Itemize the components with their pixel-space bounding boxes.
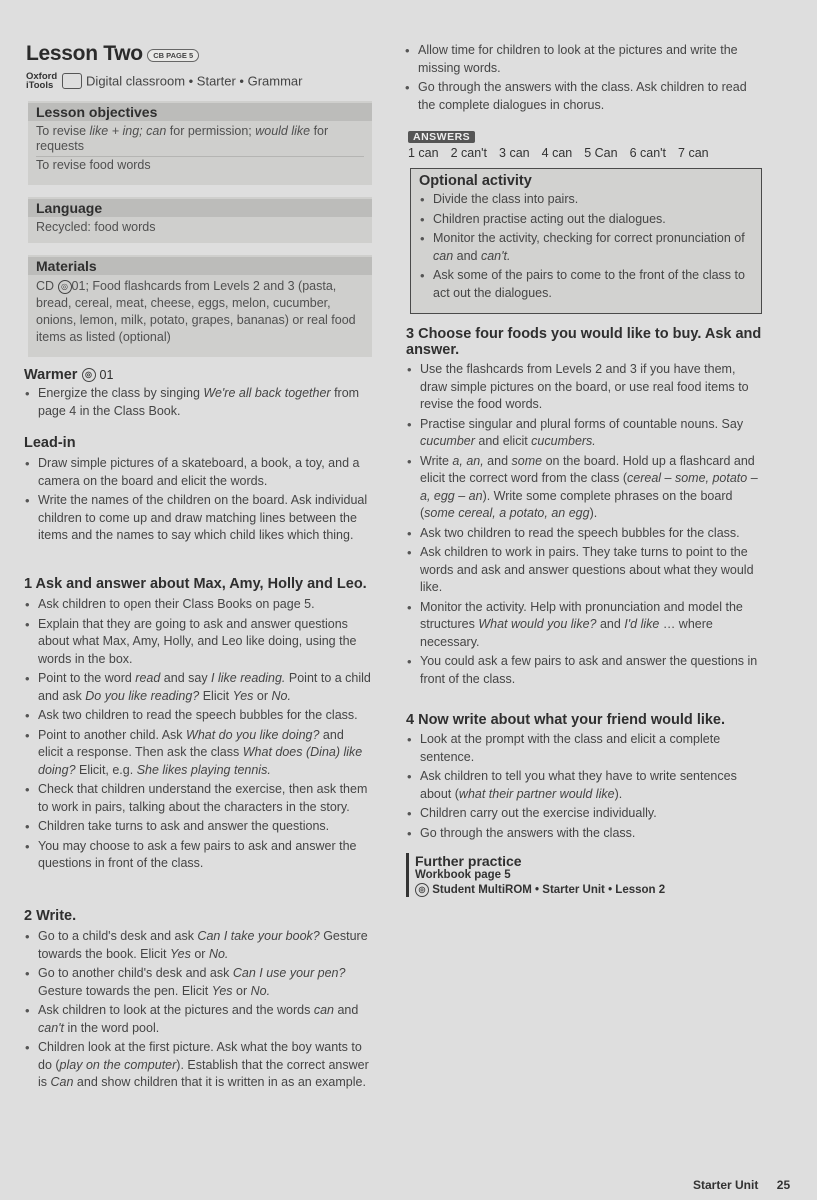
language-heading: Language bbox=[28, 199, 372, 217]
text: What do you like doing? bbox=[186, 727, 320, 742]
text: Elicit bbox=[199, 688, 233, 703]
text: Energize the class by singing bbox=[38, 386, 204, 400]
text: Gesture towards the book. Elicit bbox=[38, 929, 368, 961]
list-item: • Children take turns to ask and answer the questions. bbox=[24, 818, 372, 836]
cd-icon: ◎ bbox=[82, 368, 96, 382]
text: Do you like reading? bbox=[85, 688, 200, 703]
leadin-heading: Lead-in bbox=[24, 435, 76, 451]
warmer-track: 01 bbox=[99, 368, 114, 382]
list-item: • Go through the answers with the class. Ask children to read the complete dialogues in chorus. bbox=[404, 79, 760, 114]
objectives-line-2: To revise food words bbox=[36, 158, 151, 172]
footer-unit: Starter Unit bbox=[693, 1178, 759, 1192]
list-item: • Write the names of the children on the board. Ask individual children to come up and draw matching lines between the items and the names to say which child likes which thing. bbox=[24, 492, 372, 545]
list-item bbox=[24, 727, 372, 780]
list-item bbox=[406, 599, 762, 652]
text: Elicit, e.g. bbox=[75, 762, 137, 777]
multirom-text: Student MultiROM • Starter Unit • Lesson 2 bbox=[432, 884, 666, 897]
text: and bbox=[596, 617, 625, 631]
further-heading: Further practice bbox=[415, 853, 522, 869]
text: play on the computer bbox=[59, 1057, 177, 1072]
exercise-2-heading: 2 Write. bbox=[24, 908, 77, 924]
list-item bbox=[24, 1039, 372, 1092]
objectives-heading: Lesson objectives bbox=[28, 103, 372, 121]
text: for permission; bbox=[166, 124, 256, 138]
text: or bbox=[190, 946, 209, 961]
text: Yes bbox=[232, 688, 254, 703]
text: ). Write some complete phrases on the board ( bbox=[420, 488, 733, 520]
language-line-1: Recycled: food words bbox=[36, 220, 156, 234]
text: cucumber bbox=[420, 434, 475, 448]
answers-block bbox=[408, 127, 764, 160]
text: Write bbox=[420, 453, 453, 468]
list-item: • Ask two children to read the speech bubbles for the class. bbox=[24, 707, 372, 725]
list-item: • Ask some of the pairs to come to the front of the class to act out the dialogues. bbox=[419, 267, 753, 302]
text: and elicit a response. Then ask the class bbox=[38, 727, 344, 759]
list-item bbox=[24, 928, 372, 963]
text: She likes playing tennis. bbox=[136, 762, 271, 777]
exercise-2-section bbox=[24, 908, 372, 1094]
text: Children look at the first picture. Ask what the boy wants to do ( bbox=[38, 1040, 362, 1072]
text: Go to another child's desk and ask bbox=[38, 966, 233, 980]
multirom-line bbox=[415, 883, 715, 897]
list-item: • Draw simple pictures of a skateboard, a book, a toy, and a camera on the board and elicit the words. bbox=[24, 455, 372, 490]
text: and show children that it is written in as an example. bbox=[73, 1075, 366, 1089]
text: Monitor the activity, checking for correct pronunciation of bbox=[433, 231, 745, 245]
list-item: • Allow time for children to look at the pictures and write the missing words. bbox=[404, 42, 760, 77]
text: Monitor the activity. Help with pronunciation and model the structures bbox=[420, 599, 743, 631]
text: cucumbers. bbox=[531, 434, 596, 448]
text: Ask children to look at the pictures and the words bbox=[38, 1003, 314, 1017]
text: and elicit bbox=[474, 434, 532, 448]
text: No. bbox=[271, 688, 291, 703]
text: ). bbox=[589, 506, 598, 520]
exercise-4-section bbox=[406, 712, 762, 844]
text: No. bbox=[208, 946, 229, 961]
list-item: • Ask children to open their Class Books on page 5. bbox=[24, 596, 372, 614]
text: What does (Dina) like doing? bbox=[38, 745, 363, 777]
text: in the word pool. bbox=[64, 1020, 160, 1035]
text: Yes bbox=[170, 946, 191, 961]
text: some bbox=[511, 453, 543, 468]
list-item: • Ask two children to read the speech bubbles for the class. bbox=[406, 525, 762, 543]
language-box bbox=[28, 197, 372, 243]
text: Yes bbox=[211, 983, 233, 998]
materials-box bbox=[28, 255, 372, 357]
oxford-itools-logo bbox=[26, 72, 57, 90]
text: No. bbox=[250, 983, 271, 998]
text: cereal – some, potato – a, egg – an bbox=[420, 471, 758, 503]
lesson-header bbox=[26, 42, 199, 66]
text: Point to a child and ask bbox=[38, 671, 371, 703]
lesson-title: Lesson Two bbox=[26, 42, 143, 65]
list-item: • Go through the answers with the class. bbox=[406, 825, 762, 843]
list-item bbox=[406, 453, 762, 523]
list-item: • Look at the prompt with the class and elicit a complete sentence. bbox=[406, 731, 762, 766]
materials-heading: Materials bbox=[28, 257, 372, 275]
text: ). bbox=[614, 786, 623, 801]
text: ). Establish that the correct answer is bbox=[38, 1057, 369, 1089]
text: or bbox=[232, 983, 251, 998]
list-item: • Divide the class into pairs. bbox=[419, 191, 753, 209]
list-item bbox=[24, 670, 372, 705]
answers-badge: ANSWERS bbox=[408, 131, 475, 143]
answer-item: 5 Can bbox=[584, 146, 618, 160]
text: Can I use your pen? bbox=[232, 966, 346, 980]
list-item: • Use the flashcards from Levels 2 and 3 if you have them, draw simple pictures on the board, or use real food items to revise the food words. bbox=[406, 361, 762, 414]
optional-activity-box bbox=[410, 168, 762, 314]
answer-item: 7 can bbox=[678, 146, 709, 160]
logo-line-2: iTools bbox=[26, 80, 54, 91]
materials-text bbox=[36, 277, 364, 348]
list-item bbox=[406, 768, 762, 803]
logo-line-1: Oxford bbox=[26, 71, 58, 82]
text: Can bbox=[50, 1075, 74, 1089]
cd-icon: ◎ bbox=[415, 883, 429, 897]
text: Gesture towards the pen. Elicit bbox=[38, 983, 212, 998]
answer-item: 6 can't bbox=[629, 146, 667, 160]
warmer-heading bbox=[24, 367, 372, 383]
list-item bbox=[419, 230, 753, 265]
list-item bbox=[406, 416, 762, 451]
list-item: • Ask children to work in pairs. They take turns to point to the words and ask and answer questions about what they would like. bbox=[406, 544, 762, 597]
exercise-3-heading: 3 Choose four foods you would like to buy. Ask and answer. bbox=[406, 326, 762, 358]
answer-item: 2 can't bbox=[450, 146, 488, 160]
workbook-line: Workbook page 5 bbox=[415, 869, 511, 881]
text: and say bbox=[160, 671, 212, 685]
text: I like reading. bbox=[211, 671, 286, 685]
list-item: • You may choose to ask a few pairs to ask and answer the questions in front of the class. bbox=[24, 838, 372, 873]
text: and bbox=[483, 453, 512, 468]
list-item bbox=[24, 965, 372, 1000]
text: Practise singular and plural forms of countable nouns. Say bbox=[420, 416, 744, 431]
digital-classroom-icon bbox=[62, 73, 82, 89]
itools-subtitle: Digital classroom • Starter • Grammar bbox=[86, 73, 303, 89]
warmer-section bbox=[24, 367, 372, 422]
text: We're all back together bbox=[203, 386, 331, 400]
text: To revise bbox=[36, 124, 90, 138]
answer-item: 4 can bbox=[541, 146, 573, 160]
list-item bbox=[24, 385, 372, 420]
lesson-objectives-box bbox=[28, 101, 372, 185]
exercise-2-continued bbox=[404, 42, 760, 116]
text: what their partner would like bbox=[458, 786, 615, 801]
list-item: • Children practise acting out the dialogues. bbox=[419, 211, 753, 229]
text: I'd like bbox=[624, 617, 660, 631]
answer-item: 1 can bbox=[408, 146, 439, 160]
text: read bbox=[135, 671, 161, 685]
text: and bbox=[334, 1003, 359, 1017]
optional-heading: Optional activity bbox=[419, 173, 532, 189]
cd-label: CD bbox=[36, 279, 55, 293]
text: Go to a child's desk and ask bbox=[38, 929, 198, 943]
warmer-title: Warmer bbox=[24, 367, 78, 383]
exercise-1-heading: 1 Ask and answer about Max, Amy, Holly and Leo. bbox=[24, 576, 367, 592]
text: like + ing; can bbox=[89, 124, 167, 138]
text: Ask children to tell you what they have to write sentences about ( bbox=[420, 769, 737, 801]
text: Point to the word bbox=[38, 671, 136, 685]
list-item: • Check that children understand the exercise, then ask them to work in pairs, talking about the characters in the story. bbox=[24, 781, 372, 816]
text: would like bbox=[255, 124, 311, 138]
text: can't bbox=[38, 1020, 65, 1035]
itools-line bbox=[26, 72, 302, 90]
list-item: • Children carry out the exercise individually. bbox=[406, 805, 762, 823]
text: some cereal, a potato, an egg bbox=[424, 506, 590, 520]
cb-page-badge: CB PAGE 5 bbox=[147, 49, 199, 62]
answers-line bbox=[408, 146, 764, 160]
further-practice-box bbox=[406, 853, 715, 897]
list-item: • Explain that they are going to ask and answer questions about what Max, Amy, Holly, and Leo like doing, using the words in the box. bbox=[24, 616, 372, 669]
text: Point to another child. Ask bbox=[38, 727, 187, 742]
exercise-3-section bbox=[406, 326, 762, 690]
text: … where necessary. bbox=[420, 617, 713, 649]
page-footer bbox=[693, 1176, 790, 1194]
leadin-section bbox=[24, 435, 372, 547]
list-item: • You could ask a few pairs to ask and answer the questions in front of the class. bbox=[406, 653, 762, 688]
exercise-4-heading: 4 Now write about what your friend would like. bbox=[406, 712, 726, 728]
answer-item: 3 can bbox=[499, 146, 530, 160]
text: can't. bbox=[480, 248, 511, 263]
materials-list: 01; Food flashcards from Levels 2 and 3 (pasta, bread, cereal, meat, cheese, eggs, melon, cucumber, onions, lemon, milk, potato, grapes, bananas) or real food items as listed (optional) bbox=[36, 279, 356, 344]
text: or bbox=[253, 688, 272, 703]
text: on the board. Hold up a flashcard and elicit the correct word from the class ( bbox=[420, 453, 755, 485]
text: can bbox=[433, 248, 454, 263]
objectives-line-1 bbox=[36, 123, 364, 157]
text: a, an, bbox=[452, 453, 484, 468]
cd-icon: ◎ bbox=[58, 280, 72, 294]
text: for requests bbox=[36, 124, 329, 153]
exercise-1-section bbox=[24, 576, 372, 875]
text: What would you like? bbox=[478, 617, 597, 631]
page-number: 25 bbox=[776, 1178, 791, 1192]
list-item bbox=[24, 1002, 372, 1037]
text: can bbox=[313, 1003, 334, 1017]
text: and bbox=[453, 248, 481, 263]
text: Can I take your book? bbox=[197, 929, 320, 943]
text: from page 4 in the Class Book. bbox=[38, 386, 360, 418]
